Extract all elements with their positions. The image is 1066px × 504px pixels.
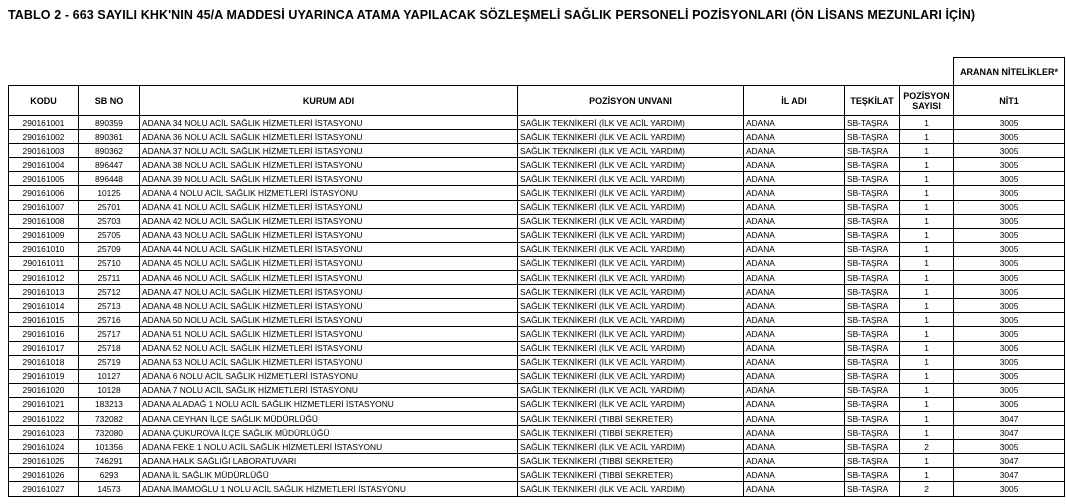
cell-pozisyon-sayisi: 1 <box>900 228 954 242</box>
table-row <box>9 355 1065 369</box>
cell-nit1: 3005 <box>954 482 1065 496</box>
cell-unvan: SAĞLIK TEKNİKERİ (İLK VE ACİL YARDIM) <box>518 130 744 144</box>
cell-kodu: 290161009 <box>9 228 79 242</box>
cell-il: ADANA <box>744 130 845 144</box>
cell-kurum: ADANA 46 NOLU ACİL SAĞLIK HİZMETLERİ İSTASYONU <box>140 271 518 285</box>
cell-nit1: 3005 <box>954 397 1065 411</box>
cell-kodu: 290161010 <box>9 242 79 256</box>
cell-nit1: 3005 <box>954 341 1065 355</box>
cell-teskilat: SB-TAŞRA <box>845 454 900 468</box>
cell-pozisyon-sayisi: 1 <box>900 144 954 158</box>
table-row <box>9 411 1065 425</box>
cell-unvan: SAĞLIK TEKNİKERİ (İLK VE ACİL YARDIM) <box>518 214 744 228</box>
cell-pozisyon-sayisi: 1 <box>900 369 954 383</box>
cell-kodu: 290161004 <box>9 158 79 172</box>
cell-teskilat: SB-TAŞRA <box>845 411 900 425</box>
cell-sbno: 6293 <box>79 468 140 482</box>
cell-kodu: 290161027 <box>9 482 79 496</box>
cell-teskilat: SB-TAŞRA <box>845 116 900 130</box>
cell-nit1: 3005 <box>954 116 1065 130</box>
cell-pozisyon-sayisi: 1 <box>900 256 954 270</box>
cell-pozisyon-sayisi: 1 <box>900 426 954 440</box>
cell-sbno: 890359 <box>79 116 140 130</box>
cell-kurum: ADANA 48 NOLU ACİL SAĞLIK HİZMETLERİ İSTASYONU <box>140 299 518 313</box>
cell-unvan: SAĞLIK TEKNİKERİ (İLK VE ACİL YARDIM) <box>518 383 744 397</box>
header-spacer <box>9 58 954 86</box>
cell-teskilat: SB-TAŞRA <box>845 355 900 369</box>
cell-il: ADANA <box>744 341 845 355</box>
cell-kodu: 290161021 <box>9 397 79 411</box>
cell-il: ADANA <box>744 228 845 242</box>
group-header-nitelikler: ARANAN NİTELİKLER* <box>954 58 1065 86</box>
cell-teskilat: SB-TAŞRA <box>845 285 900 299</box>
cell-sbno: 14573 <box>79 482 140 496</box>
cell-il: ADANA <box>744 242 845 256</box>
table-row <box>9 214 1065 228</box>
cell-kodu: 290161026 <box>9 468 79 482</box>
cell-unvan: SAĞLIK TEKNİKERİ (İLK VE ACİL YARDIM) <box>518 440 744 454</box>
cell-teskilat: SB-TAŞRA <box>845 327 900 341</box>
cell-kodu: 290161008 <box>9 214 79 228</box>
table-row <box>9 369 1065 383</box>
cell-nit1: 3005 <box>954 158 1065 172</box>
cell-teskilat: SB-TAŞRA <box>845 130 900 144</box>
cell-teskilat: SB-TAŞRA <box>845 256 900 270</box>
cell-teskilat: SB-TAŞRA <box>845 158 900 172</box>
cell-sbno: 25719 <box>79 355 140 369</box>
cell-pozisyon-sayisi: 2 <box>900 440 954 454</box>
cell-unvan: SAĞLIK TEKNİKERİ (İLK VE ACİL YARDIM) <box>518 172 744 186</box>
cell-sbno: 10127 <box>79 369 140 383</box>
cell-unvan: SAĞLIK TEKNİKERİ (İLK VE ACİL YARDIM) <box>518 256 744 270</box>
cell-nit1: 3047 <box>954 411 1065 425</box>
cell-sbno: 183213 <box>79 397 140 411</box>
cell-pozisyon-sayisi: 1 <box>900 214 954 228</box>
cell-il: ADANA <box>744 256 845 270</box>
table-row <box>9 144 1065 158</box>
cell-nit1: 3005 <box>954 214 1065 228</box>
cell-kurum: ADANA 39 NOLU ACİL SAĞLIK HİZMETLERİ İSTASYONU <box>140 172 518 186</box>
cell-sbno: 890362 <box>79 144 140 158</box>
cell-unvan: SAĞLIK TEKNİKERİ (İLK VE ACİL YARDIM) <box>518 116 744 130</box>
cell-pozisyon-sayisi: 1 <box>900 172 954 186</box>
cell-unvan: SAĞLIK TEKNİKERİ (İLK VE ACİL YARDIM) <box>518 186 744 200</box>
cell-sbno: 732082 <box>79 411 140 425</box>
cell-nit1: 3005 <box>954 186 1065 200</box>
table-row <box>9 271 1065 285</box>
cell-il: ADANA <box>744 172 845 186</box>
cell-sbno: 25711 <box>79 271 140 285</box>
cell-unvan: SAĞLIK TEKNİKERİ (İLK VE ACİL YARDIM) <box>518 158 744 172</box>
cell-kurum: ADANA 41 NOLU ACİL SAĞLIK HİZMETLERİ İSTASYONU <box>140 200 518 214</box>
cell-nit1: 3005 <box>954 355 1065 369</box>
cell-kodu: 290161006 <box>9 186 79 200</box>
cell-teskilat: SB-TAŞRA <box>845 397 900 411</box>
cell-kodu: 290161015 <box>9 313 79 327</box>
cell-kurum: ADANA İL SAĞLIK MÜDÜRLÜĞÜ <box>140 468 518 482</box>
cell-sbno: 896448 <box>79 172 140 186</box>
cell-teskilat: SB-TAŞRA <box>845 383 900 397</box>
cell-nit1: 3005 <box>954 200 1065 214</box>
cell-il: ADANA <box>744 369 845 383</box>
cell-pozisyon-sayisi: 1 <box>900 313 954 327</box>
table-row <box>9 186 1065 200</box>
cell-unvan: SAĞLIK TEKNİKERİ (İLK VE ACİL YARDIM) <box>518 242 744 256</box>
cell-kurum: ADANA 44 NOLU ACİL SAĞLIK HİZMETLERİ İSTASYONU <box>140 242 518 256</box>
cell-unvan: SAĞLIK TEKNİKERİ (TIBBİ SEKRETER) <box>518 411 744 425</box>
cell-il: ADANA <box>744 397 845 411</box>
cell-il: ADANA <box>744 313 845 327</box>
cell-il: ADANA <box>744 440 845 454</box>
col-header-pozisyon-sayisi <box>900 86 954 116</box>
table-row <box>9 299 1065 313</box>
cell-nit1: 3005 <box>954 285 1065 299</box>
cell-nit1: 3005 <box>954 271 1065 285</box>
cell-il: ADANA <box>744 271 845 285</box>
cell-sbno: 25712 <box>79 285 140 299</box>
cell-teskilat: SB-TAŞRA <box>845 214 900 228</box>
cell-pozisyon-sayisi: 1 <box>900 397 954 411</box>
table-row <box>9 228 1065 242</box>
cell-il: ADANA <box>744 454 845 468</box>
cell-kodu: 290161020 <box>9 383 79 397</box>
table-row <box>9 341 1065 355</box>
table-row <box>9 285 1065 299</box>
cell-unvan: SAĞLIK TEKNİKERİ (İLK VE ACİL YARDIM) <box>518 228 744 242</box>
cell-sbno: 25705 <box>79 228 140 242</box>
cell-il: ADANA <box>744 299 845 313</box>
cell-kodu: 290161025 <box>9 454 79 468</box>
cell-sbno: 732080 <box>79 426 140 440</box>
cell-unvan: SAĞLIK TEKNİKERİ (İLK VE ACİL YARDIM) <box>518 299 744 313</box>
cell-unvan: SAĞLIK TEKNİKERİ (İLK VE ACİL YARDIM) <box>518 271 744 285</box>
cell-unvan: SAĞLIK TEKNİKERİ (TIBBİ SEKRETER) <box>518 468 744 482</box>
cell-kurum: ADANA 52 NOLU ACİL SAĞLIK HİZMETLERİ İSTASYONU <box>140 341 518 355</box>
table-row <box>9 200 1065 214</box>
cell-pozisyon-sayisi: 1 <box>900 383 954 397</box>
cell-kurum: ADANA CEYHAN İLÇE SAĞLIK MÜDÜRLÜĞÜ <box>140 411 518 425</box>
cell-kodu: 290161003 <box>9 144 79 158</box>
cell-sbno: 101356 <box>79 440 140 454</box>
cell-sbno: 25718 <box>79 341 140 355</box>
cell-il: ADANA <box>744 158 845 172</box>
cell-unvan: SAĞLIK TEKNİKERİ (İLK VE ACİL YARDIM) <box>518 144 744 158</box>
cell-il: ADANA <box>744 200 845 214</box>
cell-kurum: ADANA 4 NOLU ACİL SAĞLIK HİZMETLERİ İSTASYONU <box>140 186 518 200</box>
col-header-nit1: NİT1 <box>954 86 1065 116</box>
cell-kurum: ADANA HALK SAĞLIĞI LABORATUVARI <box>140 454 518 468</box>
col-header-sbno: SB NO <box>79 86 140 116</box>
cell-sbno: 25703 <box>79 214 140 228</box>
cell-teskilat: SB-TAŞRA <box>845 369 900 383</box>
table-row <box>9 242 1065 256</box>
cell-kodu: 290161014 <box>9 299 79 313</box>
cell-pozisyon-sayisi: 1 <box>900 355 954 369</box>
table-body <box>9 116 1065 497</box>
cell-kurum: ADANA 37 NOLU ACİL SAĞLIK HİZMETLERİ İSTASYONU <box>140 144 518 158</box>
cell-pozisyon-sayisi: 1 <box>900 454 954 468</box>
cell-il: ADANA <box>744 482 845 496</box>
cell-kurum: ADANA 53 NOLU ACİL SAĞLIK HİZMETLERİ İSTASYONU <box>140 355 518 369</box>
cell-kodu: 290161013 <box>9 285 79 299</box>
cell-kurum: ADANA 47 NOLU ACİL SAĞLIK HİZMETLERİ İSTASYONU <box>140 285 518 299</box>
positions-table <box>8 57 1065 497</box>
table-row <box>9 130 1065 144</box>
table-row <box>9 440 1065 454</box>
table-row <box>9 383 1065 397</box>
cell-nit1: 3005 <box>954 313 1065 327</box>
cell-teskilat: SB-TAŞRA <box>845 426 900 440</box>
cell-unvan: SAĞLIK TEKNİKERİ (İLK VE ACİL YARDIM) <box>518 482 744 496</box>
cell-unvan: SAĞLIK TEKNİKERİ (İLK VE ACİL YARDIM) <box>518 341 744 355</box>
cell-nit1: 3005 <box>954 299 1065 313</box>
cell-nit1: 3047 <box>954 454 1065 468</box>
table-row <box>9 172 1065 186</box>
cell-nit1: 3005 <box>954 383 1065 397</box>
cell-nit1: 3005 <box>954 440 1065 454</box>
table-row <box>9 327 1065 341</box>
cell-nit1: 3005 <box>954 144 1065 158</box>
cell-il: ADANA <box>744 383 845 397</box>
cell-nit1: 3005 <box>954 130 1065 144</box>
cell-sbno: 746291 <box>79 454 140 468</box>
cell-teskilat: SB-TAŞRA <box>845 440 900 454</box>
cell-kodu: 290161018 <box>9 355 79 369</box>
cell-kodu: 290161017 <box>9 341 79 355</box>
col-header-teskilat: TEŞKİLAT <box>845 86 900 116</box>
cell-kurum: ADANA 43 NOLU ACİL SAĞLIK HİZMETLERİ İSTASYONU <box>140 228 518 242</box>
cell-teskilat: SB-TAŞRA <box>845 200 900 214</box>
cell-kodu: 290161012 <box>9 271 79 285</box>
col-header-kurum: KURUM ADI <box>140 86 518 116</box>
cell-kurum: ADANA 42 NOLU ACİL SAĞLIK HİZMETLERİ İSTASYONU <box>140 214 518 228</box>
cell-unvan: SAĞLIK TEKNİKERİ (TIBBİ SEKRETER) <box>518 426 744 440</box>
cell-il: ADANA <box>744 214 845 228</box>
table-row <box>9 426 1065 440</box>
cell-sbno: 10125 <box>79 186 140 200</box>
cell-kurum: ADANA 34 NOLU ACİL SAĞLIK HİZMETLERİ İSTASYONU <box>140 116 518 130</box>
column-header-row <box>9 86 1065 116</box>
cell-kodu: 290161022 <box>9 411 79 425</box>
cell-il: ADANA <box>744 426 845 440</box>
cell-teskilat: SB-TAŞRA <box>845 144 900 158</box>
cell-pozisyon-sayisi: 1 <box>900 285 954 299</box>
cell-pozisyon-sayisi: 1 <box>900 200 954 214</box>
cell-kodu: 290161002 <box>9 130 79 144</box>
cell-pozisyon-sayisi: 1 <box>900 158 954 172</box>
cell-il: ADANA <box>744 285 845 299</box>
cell-il: ADANA <box>744 144 845 158</box>
cell-il: ADANA <box>744 116 845 130</box>
cell-pozisyon-sayisi: 1 <box>900 411 954 425</box>
cell-teskilat: SB-TAŞRA <box>845 271 900 285</box>
cell-kurum: ADANA 38 NOLU ACİL SAĞLIK HİZMETLERİ İSTASYONU <box>140 158 518 172</box>
cell-teskilat: SB-TAŞRA <box>845 482 900 496</box>
cell-kodu: 290161011 <box>9 256 79 270</box>
cell-kurum: ADANA ÇUKUROVA İLÇE SAĞLIK MÜDÜRLÜĞÜ <box>140 426 518 440</box>
cell-sbno: 890361 <box>79 130 140 144</box>
col-header-unvan: POZİSYON UNVANI <box>518 86 744 116</box>
cell-pozisyon-sayisi: 1 <box>900 341 954 355</box>
cell-unvan: SAĞLIK TEKNİKERİ (İLK VE ACİL YARDIM) <box>518 285 744 299</box>
cell-teskilat: SB-TAŞRA <box>845 341 900 355</box>
cell-teskilat: SB-TAŞRA <box>845 228 900 242</box>
cell-nit1: 3005 <box>954 256 1065 270</box>
cell-sbno: 25710 <box>79 256 140 270</box>
cell-pozisyon-sayisi: 1 <box>900 271 954 285</box>
table-row <box>9 468 1065 482</box>
table-row <box>9 313 1065 327</box>
cell-sbno: 25709 <box>79 242 140 256</box>
cell-unvan: SAĞLIK TEKNİKERİ (İLK VE ACİL YARDIM) <box>518 327 744 341</box>
cell-teskilat: SB-TAŞRA <box>845 242 900 256</box>
cell-sbno: 10128 <box>79 383 140 397</box>
cell-sbno: 25701 <box>79 200 140 214</box>
cell-il: ADANA <box>744 327 845 341</box>
cell-teskilat: SB-TAŞRA <box>845 172 900 186</box>
cell-pozisyon-sayisi: 1 <box>900 242 954 256</box>
col-header-kodu: KODU <box>9 86 79 116</box>
table-row <box>9 454 1065 468</box>
cell-teskilat: SB-TAŞRA <box>845 468 900 482</box>
cell-sbno: 896447 <box>79 158 140 172</box>
cell-kurum: ADANA FEKE 1 NOLU ACİL SAĞLIK HİZMETLERİ İSTASYONU <box>140 440 518 454</box>
cell-kurum: ADANA 50 NOLU ACİL SAĞLIK HİZMETLERİ İSTASYONU <box>140 313 518 327</box>
cell-pozisyon-sayisi: 1 <box>900 299 954 313</box>
table-row <box>9 116 1065 130</box>
cell-sbno: 25713 <box>79 299 140 313</box>
cell-pozisyon-sayisi: 2 <box>900 482 954 496</box>
cell-sbno: 25717 <box>79 327 140 341</box>
cell-kurum: ADANA 36 NOLU ACİL SAĞLIK HİZMETLERİ İSTASYONU <box>140 130 518 144</box>
cell-unvan: SAĞLIK TEKNİKERİ (İLK VE ACİL YARDIM) <box>518 313 744 327</box>
cell-il: ADANA <box>744 355 845 369</box>
cell-kodu: 290161019 <box>9 369 79 383</box>
cell-nit1: 3005 <box>954 228 1065 242</box>
cell-pozisyon-sayisi: 1 <box>900 468 954 482</box>
cell-unvan: SAĞLIK TEKNİKERİ (TIBBİ SEKRETER) <box>518 454 744 468</box>
col-header-pozisyon-line2: SAYISI <box>912 100 941 111</box>
cell-teskilat: SB-TAŞRA <box>845 313 900 327</box>
table-row <box>9 397 1065 411</box>
cell-il: ADANA <box>744 186 845 200</box>
cell-pozisyon-sayisi: 1 <box>900 186 954 200</box>
cell-sbno: 25716 <box>79 313 140 327</box>
cell-kodu: 290161005 <box>9 172 79 186</box>
cell-kurum: ADANA İMAMOĞLU 1 NOLU ACİL SAĞLIK HİZMETLERİ İSTASYONU <box>140 482 518 496</box>
cell-kodu: 290161001 <box>9 116 79 130</box>
cell-il: ADANA <box>744 411 845 425</box>
table-row <box>9 482 1065 496</box>
cell-nit1: 3047 <box>954 468 1065 482</box>
cell-unvan: SAĞLIK TEKNİKERİ (İLK VE ACİL YARDIM) <box>518 369 744 383</box>
cell-kodu: 290161007 <box>9 200 79 214</box>
cell-teskilat: SB-TAŞRA <box>845 186 900 200</box>
cell-kurum: ADANA 51 NOLU ACİL SAĞLIK HİZMETLERİ İSTASYONU <box>140 327 518 341</box>
cell-nit1: 3005 <box>954 369 1065 383</box>
cell-nit1: 3005 <box>954 242 1065 256</box>
cell-teskilat: SB-TAŞRA <box>845 299 900 313</box>
cell-nit1: 3005 <box>954 172 1065 186</box>
page-title: TABLO 2 - 663 SAYILI KHK'NIN 45/A MADDESİ UYARINCA ATAMA YAPILACAK SÖZLEŞMELİ SAĞLIK PERSONELİ POZİSYONLARI (ÖN LİSANS MEZUNLARI İÇİN) <box>8 8 976 22</box>
cell-unvan: SAĞLIK TEKNİKERİ (İLK VE ACİL YARDIM) <box>518 355 744 369</box>
col-header-il: İL ADI <box>744 86 845 116</box>
cell-kodu: 290161016 <box>9 327 79 341</box>
cell-pozisyon-sayisi: 1 <box>900 116 954 130</box>
cell-nit1: 3047 <box>954 426 1065 440</box>
cell-unvan: SAĞLIK TEKNİKERİ (İLK VE ACİL YARDIM) <box>518 397 744 411</box>
cell-kodu: 290161024 <box>9 440 79 454</box>
cell-kurum: ADANA 45 NOLU ACİL SAĞLIK HİZMETLERİ İSTASYONU <box>140 256 518 270</box>
col-header-pozisyon-line1: POZİSYON <box>903 90 950 101</box>
cell-kurum: ADANA ALADAĞ 1 NOLU ACİL SAĞLIK HİZMETLERİ İSTASYONU <box>140 397 518 411</box>
cell-pozisyon-sayisi: 1 <box>900 130 954 144</box>
table-row <box>9 158 1065 172</box>
cell-nit1: 3005 <box>954 327 1065 341</box>
table-row <box>9 256 1065 270</box>
cell-kurum: ADANA 7 NOLU ACİL SAĞLIK HİZMETLERİ İSTASYONU <box>140 383 518 397</box>
cell-pozisyon-sayisi: 1 <box>900 327 954 341</box>
cell-kurum: ADANA 6 NOLU ACİL SAĞLIK HİZMETLERİ İSTASYONU <box>140 369 518 383</box>
cell-il: ADANA <box>744 468 845 482</box>
cell-unvan: SAĞLIK TEKNİKERİ (İLK VE ACİL YARDIM) <box>518 200 744 214</box>
cell-kodu: 290161023 <box>9 426 79 440</box>
